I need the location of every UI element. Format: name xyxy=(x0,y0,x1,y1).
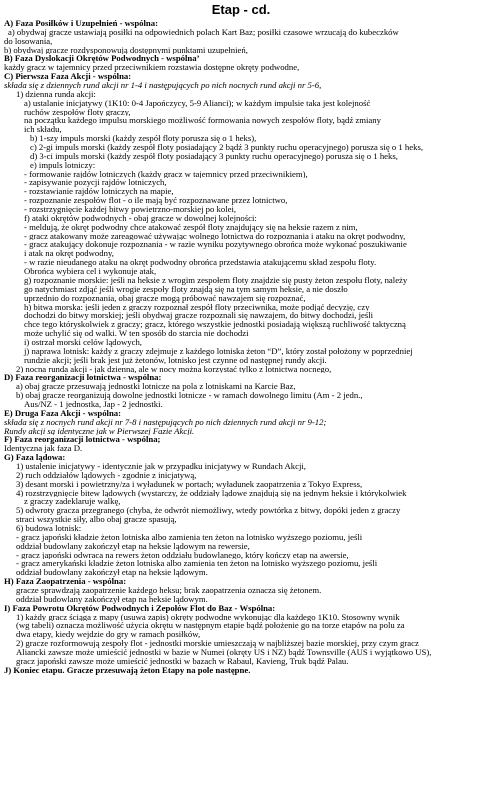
text-line: b) obydwaj gracze rozdysponowują dostępnymi punktami uzupełnień, xyxy=(4,45,248,55)
text-line: gracz japoński zawsze może umieścić jednostki w bazach w Rabaul, Kavieng, Truk bądź Palau. xyxy=(16,656,349,666)
text-line: - formowanie rajdów lotniczych (każdy gracz w tajemnicy przed przeciwnikiem), xyxy=(24,169,308,179)
text-line: e) impuls lotniczy: xyxy=(30,160,96,170)
text-line: - gracz atakujący dokonuje rozpoznania - w razie wyniku pozytywnego obrońca może wykonać poszukiwanie xyxy=(24,240,407,250)
text-line: gracze sprawdzają zaopatrzenie każdego heksu; brak zaopatrzenia oznacza się żetonem. xyxy=(16,586,322,595)
text-line: Aliancki zawsze może umieścić jednostki w bazie w Numei (okręty US i NZ) bądź Townsville (AUS i wyjątkowo US), xyxy=(16,648,432,657)
text-line: - gracz japoński kładzie żeton lotniska albo zamienia ten żeton na lotnisko wyższego poziomu, jeśli xyxy=(16,532,363,542)
text-line: g) rozpoznanie morskie: jeśli na heksie z wrogim zespołem floty znajdzie się pusty żeton zespołu floty, należy xyxy=(24,275,408,285)
text-line: - gracz amerykański kładzie żeton lotniska albo zamienia ten żeton na lotnisko wyższego poziomu, jeśli xyxy=(16,559,378,569)
text-line: oddział budowlany zakończył etap na heksie lądowym. xyxy=(16,568,208,578)
text-line: f) ataki okrętów podwodnych - obaj gracze w dowolnej kolejności: xyxy=(24,213,257,223)
page-title: Etap - cd. xyxy=(211,2,271,17)
section-heading: E) Druga Faza Akcji - wspólna: xyxy=(4,408,122,418)
text-line: a) ustalanie inicjatywy (1K10: 0-4 Japończycy, 5-9 Alianci); w każdym impulsie taka jest kolejność xyxy=(24,98,371,108)
text-line: Identyczna jak faza D. xyxy=(4,444,83,454)
text-line: do losowania, xyxy=(4,36,53,46)
section-heading: F) Faza reorganizacji lotnictwa - wspólna; xyxy=(4,435,161,445)
text-line: - zapisywanie pozycji rajdów lotniczych, xyxy=(24,178,167,188)
text-line: składa się z nocnych rund akcji nr 7-8 i następujących po nich dziennych rund akcji nr 9-12; xyxy=(4,417,327,427)
text-line: może uchylić się od walki. W ten sposób do starcia nie dochodzi xyxy=(24,329,249,338)
text-line: na początku każdego impulsu morskiego możliwość formowania nowych zespołów floty, bądź zmiany xyxy=(24,116,381,126)
text-line: h) bitwa morska: jeśli jeden z graczy rozpoznał zespół floty przeciwnika, może podjąć decyzję, czy xyxy=(24,302,370,312)
text-line: każdy gracz w tajemnicy przed przeciwnikiem rozstawia dostępne okręty podwodne, xyxy=(4,63,300,73)
text-line: d) 3-ci impuls morski (każdy zespół floty posiadający 3 punkty ruchu operacyjnego) porusza się o 1 heks, xyxy=(30,151,398,161)
text-line: i atak na okręt podwodny, xyxy=(24,249,114,259)
text-line: - rozpoznanie zespołów flot - o ile mają być rozpoznawane przez lotnictwo, xyxy=(24,196,288,206)
text-line: go natychmiast zdjąć jeśli wrogie zespoły floty znajdą się na tym samym heksie, a nie doszło xyxy=(24,284,348,294)
section-heading: G) Faza lądowa: xyxy=(4,453,66,462)
text-line: 1) każdy gracz ściąga z mapy (usuwa zapis) okręty podwodne wykonując dla każdego 1K10. Stosowny wynik xyxy=(16,612,400,622)
text-line: 2) nocna runda akcji - jak dzienna, ale w nocy można korzystać tylko z lotnictwa nocnego, xyxy=(16,364,332,374)
text-line: ruchów zespołów floty graczy, xyxy=(24,107,131,117)
text-line: a) obaj gracze przesuwają jednostki lotnicze na pola z lotniskami na Karcie Baz, xyxy=(16,382,296,392)
section-heading: H) Faza Zaopatrzenia - wspólna: xyxy=(4,577,127,586)
text-line: - gracz japoński odwraca na rewers żeton oddziału budowlanego, który kończy etap na awersie, xyxy=(16,550,349,560)
text-line: Aus/NZ - 1 jednostka, Jap - 2 jednostki. xyxy=(24,399,163,409)
text-line: dochodzi do bitwy morskiej; jeśli obydwaj gracze rozpoznali się nawzajem, do bitwy dochodzi, jeśli xyxy=(24,311,374,321)
text-line: - rozstrzygnięcie każdej bitwy powietrzno-morskiej po kolei, xyxy=(24,205,237,214)
section-heading: C) Pierwsza Faza Akcji - wspólna: xyxy=(4,72,132,82)
text-line: (wg tabeli) oznacza możliwość użycia okrętu w następnym etapie bądź położenie go na torze etapów na polu za xyxy=(16,621,405,631)
section-heading: J) Koniec etapu. Gracze przesuwają żeton Etapy na pole następne. xyxy=(4,665,251,675)
text-line: - meldują, że okręt podwodny chce atakować zespół floty znajdujący się na heksie razem z nim, xyxy=(24,222,358,232)
text-line: składa się z dziennych rund akcji nr 1-4 i następujących po nich nocnych rund akcji nr 5-6, xyxy=(4,81,322,90)
text-line: 4) rozstrzygnięcie bitew lądowych (wystarczy, że oddziały lądowe znajdują się na jednym heksie i którykolwiek xyxy=(16,488,407,498)
text-line: Obrońca wybiera cel i wykonuje atak, xyxy=(24,267,157,276)
text-line: 3) desant morski i powietrzny/za i wyładunek w portach; wyładunek zaopatrzenia z Tokyo Express, xyxy=(16,479,363,489)
text-line: b) obaj gracze reorganizują dowolne jednostki lotnicze - w ramach dowolnego limitu (Am - 2 jedn., xyxy=(16,391,363,400)
text-line: oddział budowlany zakończył etap na heksie lądowym. xyxy=(16,594,208,604)
document-body xyxy=(4,19,478,675)
text-line: b) 1-szy impuls morski (każdy zespół floty porusza się o 1 heks), xyxy=(30,134,257,144)
text-line: oddział budowlany zakończył etap na heksie lądowym na rewersie, xyxy=(16,541,250,551)
text-line: 1) dzienna runda akcji: xyxy=(16,89,96,99)
text-line: 2) gracze rozformowują zespoły flot - jednostki morskie umieszczają w najbliższej bazie morskiej, przy czym gracz xyxy=(16,639,419,649)
text-line: - rozstawianie rajdów lotniczych na mapie, xyxy=(24,187,174,197)
text-line: 2) ruch oddziałów lądowych - zgodnie z inicjatywą, xyxy=(16,470,197,480)
text-line: ich składu, xyxy=(24,125,62,135)
text-line: i) ostrzał morski celów lądowych, xyxy=(24,337,142,347)
text-line: uprzednio do rozpoznania, obaj gracze mogą próbować nawzajem się rozpoznać, xyxy=(24,293,306,303)
section-heading: D) Faza reorganizacji lotnictwa - wspólna: xyxy=(4,373,162,383)
text-line: j) naprawa lotnisk: każdy z graczy zdejmuje z każdego lotniska żeton “D”, który został położony w poprzedniej xyxy=(24,346,413,356)
text-line: a) obydwaj gracze ustawiają posiłki na odpowiednich polach Kart Baz; posiłki czasowe wrzucają do kubeczków xyxy=(8,27,399,37)
section-heading: B) Faza Dyslokacji Okrętów Podwodnych - wspólna’ xyxy=(4,54,200,64)
text-line: c) 2-gi impuls morski (każdy zespół floty posiadający 2 bądź 3 punkty ruchu operacyjnego) porusza się o 1 heks, xyxy=(30,143,424,152)
section-heading: A) Faza Posiłków i Uzupełnień - wspólna: xyxy=(4,19,158,28)
text-line: - w razie nieudanego ataku na okręt podwodny obrońca przedstawia atakującemu skład zespołu floty. xyxy=(24,258,377,268)
text-line: chce tego któryskolwiek z graczy; gracz, którego wszystkie jednostki posiadają większą ruchliwość taktyczną xyxy=(24,320,406,330)
section-heading: I) Faza Powrotu Okrętów Podwodnych i Zepołów Flot do Baz - Wspólna: xyxy=(4,603,276,613)
text-line: 5) odwroty gracza przegranego (chyba, że odwrót niemożliwy, wtedy powtórka z bitwy, dopóki jeden z graczy xyxy=(16,506,401,516)
text-line: - gracz atakowany może zareagować używając wolnego lotnictwa do rozpoznania i ataku na okręt podwodny, xyxy=(24,231,406,241)
text-line: 6) budowa lotnisk: xyxy=(16,523,82,533)
text-line: rundzie akcji; jeśli brak jest już żetonów, lotnisko jest czynne od następnej rundy akcji. xyxy=(24,355,327,365)
text-line: dwa etapy, kiedy wejdzie do gry w ramach posiłków, xyxy=(16,630,201,640)
text-line: z graczy zadeklaruje walkę, xyxy=(24,497,121,507)
text-line: Rundy akcji są identyczne jak w Pierwszej Fazie Akcji. xyxy=(4,426,195,436)
text-line: straci wszystkie siły, albo obaj gracze spasują, xyxy=(16,515,177,524)
text-line: 1) ustalenie inicjatywy - identycznie jak w przypadku inicjatywy w Rundach Akcji, xyxy=(16,461,306,471)
